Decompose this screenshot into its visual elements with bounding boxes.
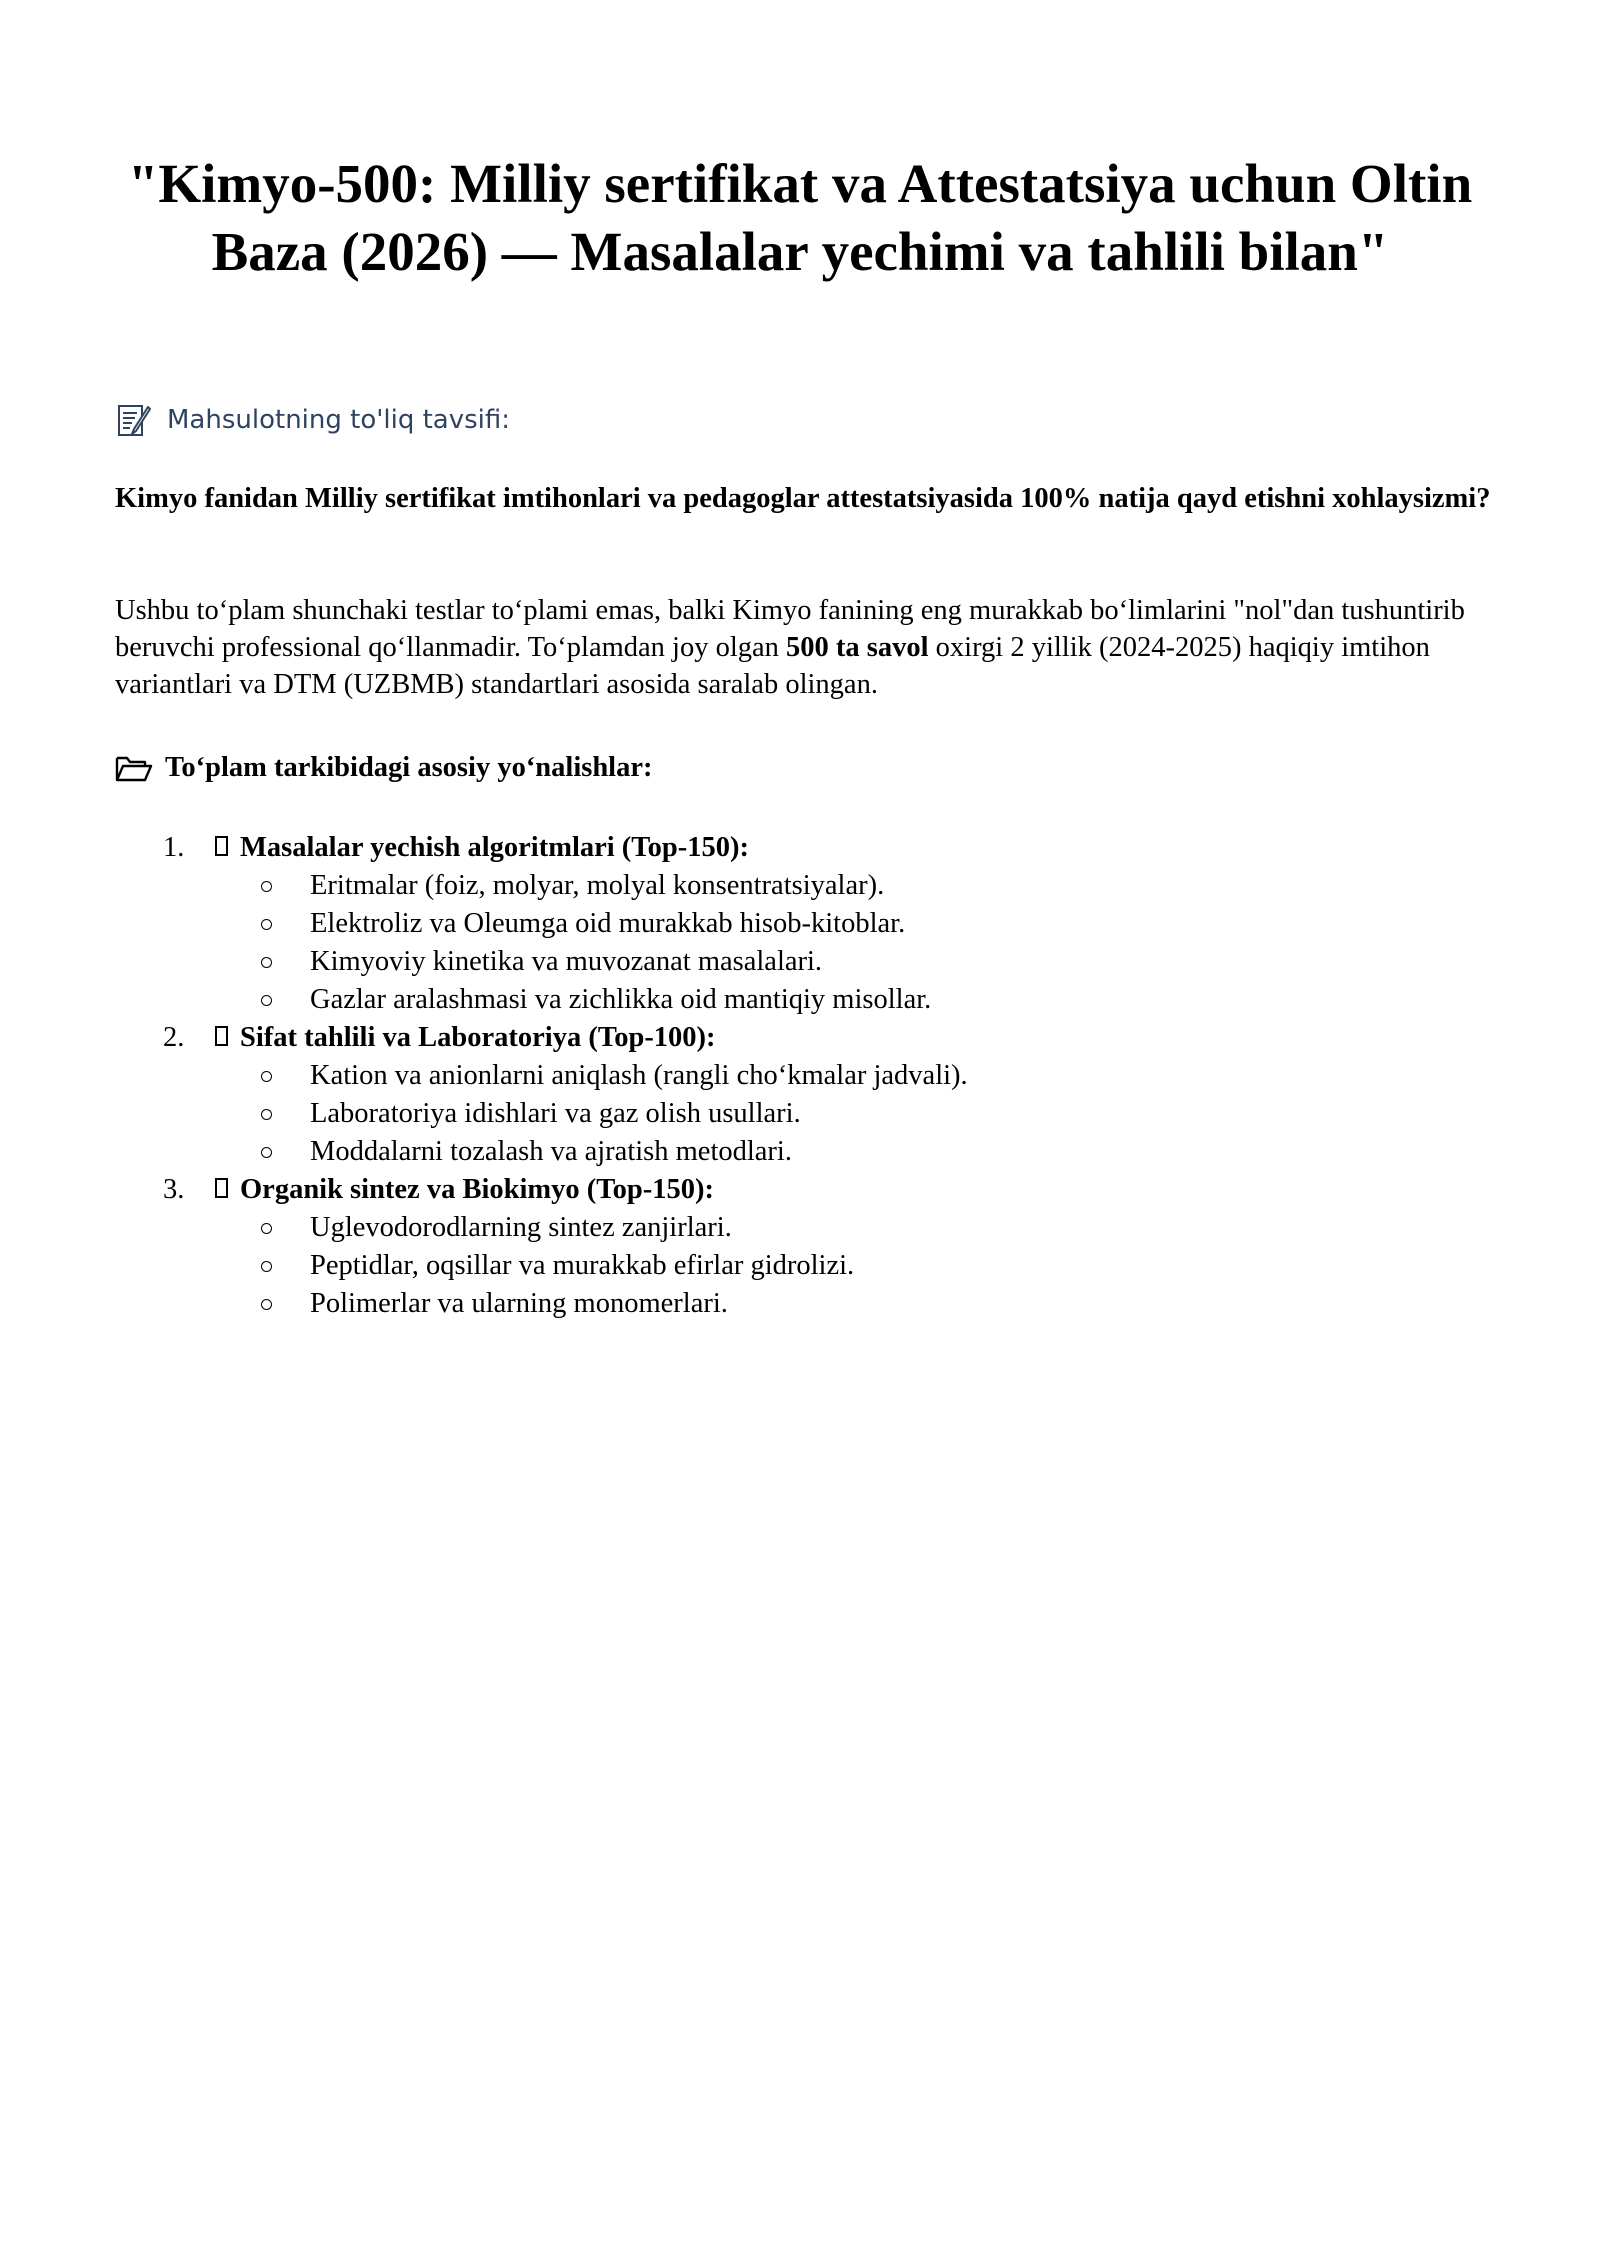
circle-bullet-icon <box>261 1147 272 1158</box>
circle-bullet-icon <box>261 1299 272 1310</box>
section-3 <box>0 1171 1600 1209</box>
list-item-text: Moddalarni tozalash va ajratish metodlari. <box>310 1136 792 1167</box>
section-number: 1. <box>163 832 185 863</box>
list-item <box>0 943 1600 981</box>
section-number: 3. <box>163 1174 185 1205</box>
description-subheading <box>115 398 510 442</box>
list-item <box>0 1285 1600 1323</box>
list-item-text: Elektroliz va Oleumga oid murakkab hisob-kitoblar. <box>310 908 906 939</box>
circle-bullet-icon <box>261 881 272 892</box>
document-title: "Kimyo-500: Milliy sertifikat va Attestatsiya uchun Oltin Baza (2026) — Masalalar yechimi va tahlili bilan" <box>127 153 1473 282</box>
list-item-text: Kation va anionlarni aniqlash (rangli cho‘kmalar jadvali). <box>310 1060 968 1091</box>
circle-bullet-icon <box>261 957 272 968</box>
list-item <box>0 867 1600 905</box>
intro-text-start: Ushbu to‘plam shunchaki testlar to‘plami emas, balki Kimyo fanining eng murakkab bo‘limlarini "nol"dan tushuntirib beruvchi professional qo‘llanmadir. To‘plamdan joy olgan <box>115 595 1465 663</box>
section-2 <box>0 1019 1600 1057</box>
sections-list <box>0 829 1600 1323</box>
sections-heading-text: To‘plam tarkibidagi asosiy yo‘nalishlar: <box>165 752 653 783</box>
lead-question: Kimyo fanidan Milliy sertifikat imtihonlari va pedagoglar attestatsiyasida 100% natija qayd etishni xohlaysizmi? <box>115 483 1491 514</box>
list-item <box>0 1095 1600 1133</box>
list-item-text: Gazlar aralashmasi va zichlikka oid mantiqiy misollar. <box>310 984 932 1015</box>
list-item <box>0 1209 1600 1247</box>
intro-paragraph <box>115 592 1495 703</box>
subheading-text: Mahsulotning to'liq tavsifi: <box>167 405 511 435</box>
list-item-text: Eritmalar (foiz, molyar, molyal konsentratsiyalar). <box>310 870 885 901</box>
circle-bullet-icon <box>261 919 272 930</box>
list-item <box>0 1057 1600 1095</box>
circle-bullet-icon <box>261 1261 272 1272</box>
list-item <box>0 1247 1600 1285</box>
list-item-text: Kimyoviy kinetika va muvozanat masalalari. <box>310 946 823 977</box>
section-1 <box>0 829 1600 867</box>
list-item-text: Peptidlar, oqsillar va murakkab efirlar gidrolizi. <box>310 1250 855 1281</box>
intro-text-end: oxirgi 2 yillik (2024-2025) haqiqiy imtihon variantlari va DTM (UZBMB) standartlari asosida saralab olingan. <box>115 632 1430 700</box>
circle-bullet-icon <box>261 1223 272 1234</box>
section-title: Organik sintez va Biokimyo (Top-150): <box>240 1174 714 1205</box>
sections-heading <box>115 748 653 788</box>
section-number: 2. <box>163 1022 185 1053</box>
section-title: Masalalar yechish algoritmlari (Top-150): <box>240 832 750 863</box>
list-item <box>0 981 1600 1019</box>
list-item-text: Uglevodorodlarning sintez zanjirlari. <box>310 1212 732 1243</box>
list-item <box>0 905 1600 943</box>
list-item-text: Polimerlar va ularning monomerlari. <box>310 1288 728 1319</box>
circle-bullet-icon <box>261 995 272 1006</box>
intro-highlight: 500 ta savol <box>786 632 929 663</box>
memo-icon <box>115 401 153 439</box>
circle-bullet-icon <box>261 1109 272 1120</box>
section-title: Sifat tahlili va Laboratoriya (Top-100): <box>240 1022 716 1053</box>
list-item-text: Laboratoriya idishlari va gaz olish usullari. <box>310 1098 801 1129</box>
list-item <box>0 1133 1600 1171</box>
missing-glyph-box <box>215 1178 228 1198</box>
folder-icon <box>115 753 153 783</box>
circle-bullet-icon <box>261 1071 272 1082</box>
missing-glyph-box <box>215 1026 228 1046</box>
missing-glyph-box <box>215 836 228 856</box>
